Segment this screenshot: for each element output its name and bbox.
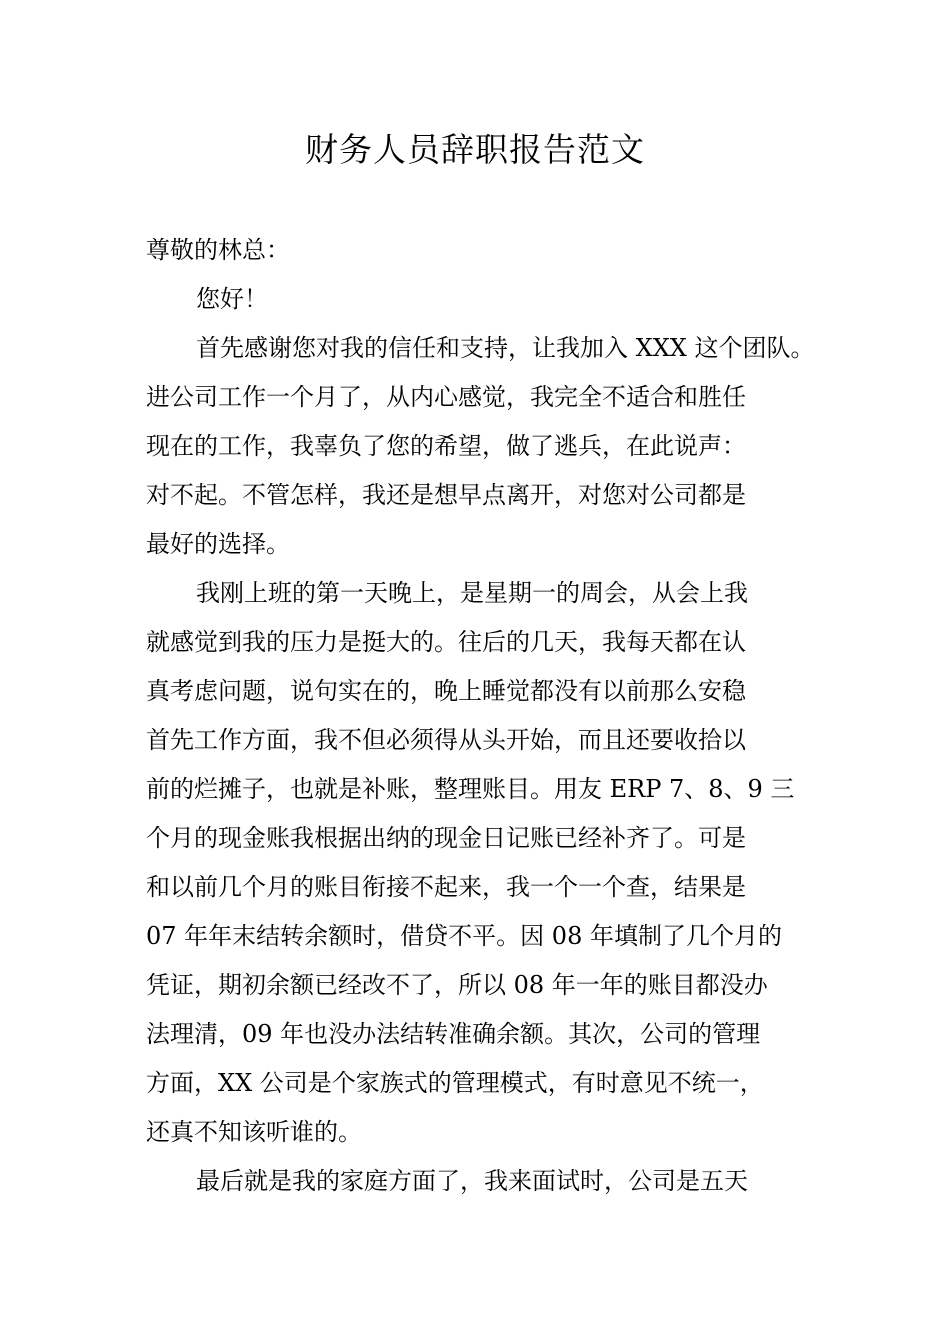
greeting-line: 您好！ — [196, 285, 268, 313]
paragraph-line: 凭证，期初余额已经改不了，所以 08 年一年的账目都没办 — [146, 971, 768, 999]
paragraph-line: 首先工作方面，我不但必须得从头开始，而且还要收拾以 — [146, 726, 746, 754]
paragraph-line: 进公司工作一个月了，从内心感觉，我完全不适合和胜任 — [146, 383, 746, 411]
paragraph-line: 我刚上班的第一天晚上，是星期一的周会，从会上我 — [196, 579, 748, 607]
paragraph-line: 还真不知该听谁的。 — [146, 1118, 362, 1146]
paragraph-line: 和以前几个月的账目衔接不起来，我一个一个查，结果是 — [146, 873, 746, 901]
paragraph-line: 现在的工作，我辜负了您的希望，做了逃兵，在此说声： — [146, 432, 746, 460]
paragraph-line: 就感觉到我的压力是挺大的。往后的几天，我每天都在认 — [146, 628, 746, 656]
document-title: 财务人员辞职报告范文 — [305, 130, 645, 169]
paragraph-line: 07 年年末结转余额时，借贷不平。因 08 年填制了几个月的 — [146, 922, 782, 950]
paragraph-line: 法理清，09 年也没办法结转准确余额。其次，公司的管理 — [146, 1020, 761, 1048]
paragraph-line: 对不起。不管怎样，我还是想早点离开，对您对公司都是 — [146, 481, 746, 509]
paragraph-line: 前的烂摊子，也就是补账，整理账目。用友 ERP 7、8、9 三 — [146, 775, 795, 803]
paragraph-line: 方面，XX 公司是个家族式的管理模式，有时意见不统一， — [146, 1069, 764, 1097]
paragraph-line: 真考虑问题，说句实在的，晚上睡觉都没有以前那么安稳 — [146, 677, 746, 705]
paragraph-line: 个月的现金账我根据出纳的现金日记账已经补齐了。可是 — [146, 824, 746, 852]
paragraph-line: 首先感谢您对我的信任和支持，让我加入 XXX 这个团队。 — [196, 334, 815, 362]
paragraph-line: 最后就是我的家庭方面了，我来面试时，公司是五天 — [196, 1167, 748, 1195]
paragraph-line: 最好的选择。 — [146, 530, 290, 558]
document-body — [146, 226, 816, 1206]
salutation-line: 尊敬的林总： — [146, 236, 290, 264]
